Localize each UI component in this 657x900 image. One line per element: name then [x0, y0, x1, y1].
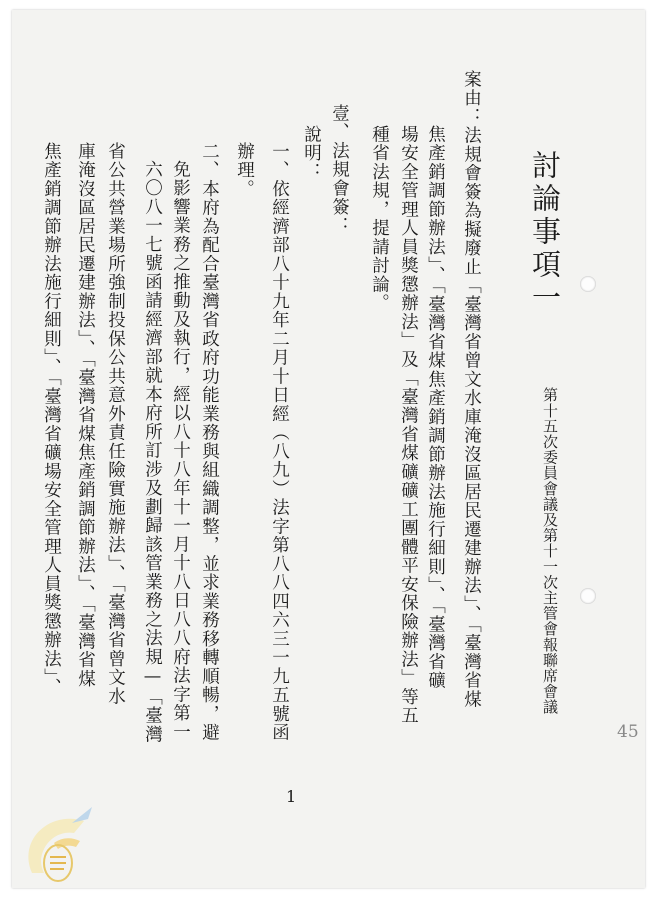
binder-hole: [580, 588, 596, 604]
section-heading: 壹、法規會簽：: [329, 104, 350, 236]
body-column: 庫淹沒區居民遷建辦法」、「臺灣省煤焦產銷調節辦法」、「臺灣省煤: [75, 142, 96, 689]
footer-number: 1: [286, 787, 297, 806]
body-column: 一、依經濟部八十九年二月十日經（八九）法字第八八四六三一九五號函: [269, 142, 290, 742]
body-column: 焦產銷調節辦法」、「臺灣省煤焦產銷調節辦法施行細則」、「臺灣省礦: [425, 125, 446, 690]
body-column: 免影響業務之推動及執行，經以八十八年十一月十八日八八府法字第一: [170, 160, 191, 742]
body-column: 六〇八一七號函請經濟部就本府所訂涉及劃歸該管業務之法規—「臺灣: [142, 160, 163, 744]
page-title: 討論事項一: [528, 150, 562, 315]
body-column: 案由：法規會簽為擬廢止「臺灣省曾文水庫淹沒區居民遷建辦法」、「臺灣省煤: [461, 70, 482, 709]
body-column: 省公共營業場所強制投保公共意外責任險實施辦法」、「臺灣省曾文水: [105, 142, 126, 706]
body-column: 焦產銷調節辦法施行細則」、「臺灣省礦場安全管理人員獎懲辦法」、: [41, 142, 62, 697]
body-column: 種省法規，提請討論。: [369, 125, 390, 313]
section-label: 說明：: [301, 125, 322, 182]
meeting-subtitle: 第十五次委員會議及第十一次主管會報聯席會議: [541, 387, 559, 715]
archive-logo-icon: [14, 797, 106, 889]
body-column: 辦理。: [234, 142, 255, 199]
body-column: 場安全管理人員獎懲辦法」及「臺灣省煤礦礦工團體平安保險辦法」等五: [398, 125, 419, 725]
body-column: 二、本府為配合臺灣省政府功能業務與組織調整，並求業務移轉順暢，避: [199, 142, 220, 742]
page-number: 45: [617, 722, 639, 742]
binder-hole: [580, 276, 596, 292]
